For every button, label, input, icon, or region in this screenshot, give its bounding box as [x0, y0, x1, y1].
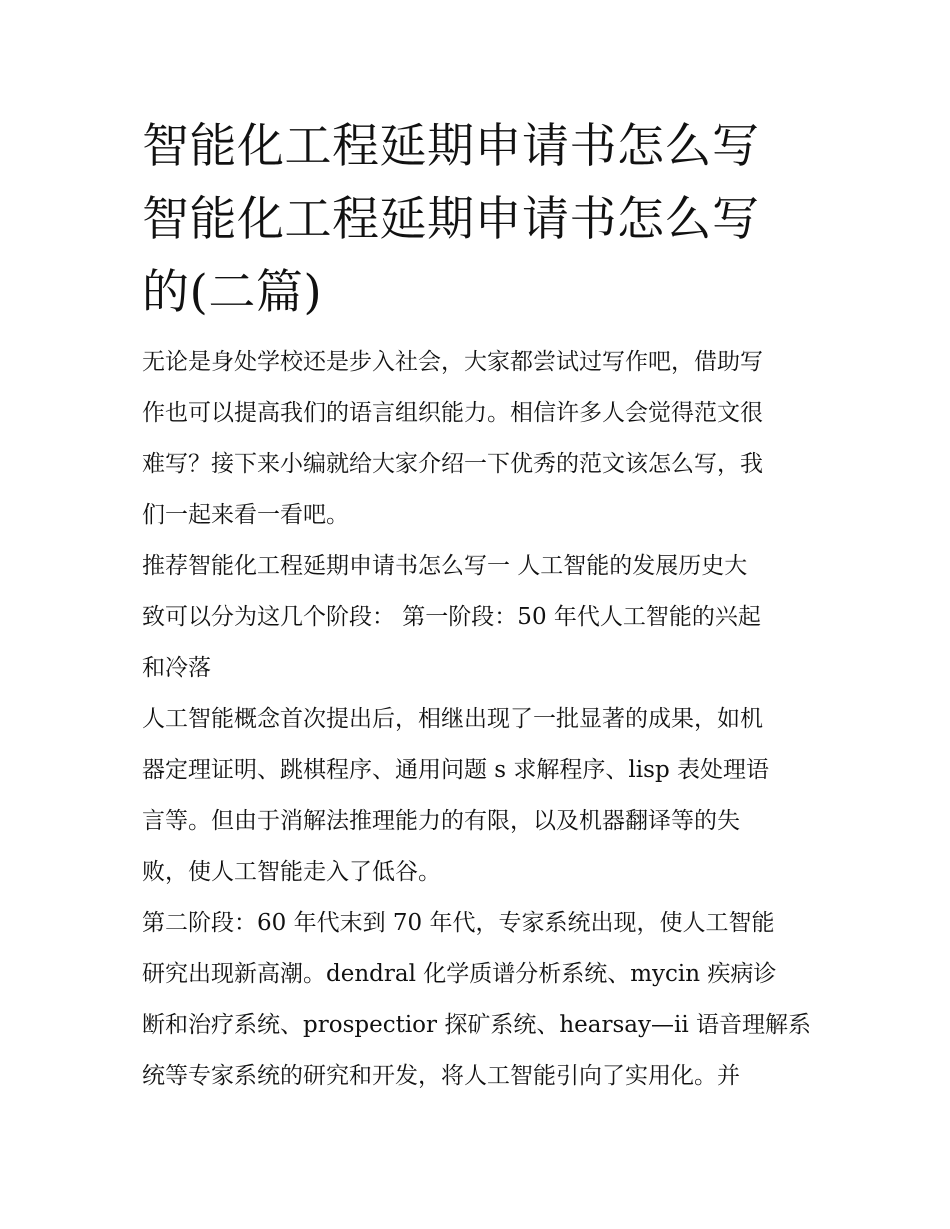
text-line: 推荐智能化工程延期申请书怎么写一 人工智能的发展历史大 [142, 553, 748, 579]
text-line: 言等。但由于消解法推理能力的有限，以及机器翻译等的失 [142, 808, 740, 834]
text-line: 断和治疗系统、prospectior 探矿系统、hearsay—ii 语音理解系 [142, 1012, 811, 1038]
text-line: 败，使人工智能走入了低谷。 [142, 859, 441, 885]
text-line: 研究出现新高潮。dendral 化学质谱分析系统、mycin 疾病诊 [142, 961, 777, 987]
text-line: 难写？接下来小编就给大家介绍一下优秀的范文该怎么写，我 [142, 451, 763, 477]
text-line: 统等专家系统的研究和开发，将人工智能引向了实用化。并 [142, 1063, 740, 1089]
text-line: 第二阶段：60 年代末到 70 年代，专家系统出现，使人工智能 [142, 910, 775, 936]
stage-two-paragraph [142, 898, 814, 1102]
title-line: 智能化工程延期申请书怎么写 [142, 119, 760, 174]
title-line: 的(二篇) [142, 265, 323, 320]
text-line: 作也可以提高我们的语言组织能力。相信许多人会觉得范文很 [142, 400, 763, 426]
title-line: 智能化工程延期申请书怎么写 [142, 192, 760, 247]
history-intro-paragraph [142, 541, 814, 694]
text-line: 无论是身处学校还是步入社会，大家都尝试过写作吧，借助写 [142, 349, 763, 375]
text-line: 致可以分为这几个阶段： 第一阶段：50 年代人工智能的兴起 [142, 604, 761, 630]
text-line: 人工智能概念首次提出后，相继出现了一批显著的成果，如机 [142, 706, 763, 732]
document-title [142, 110, 814, 329]
text-line: 器定理证明、跳棋程序、通用问题 s 求解程序、lisp 表处理语 [142, 757, 769, 783]
text-line: 和冷落 [142, 655, 211, 681]
text-line: 们一起来看一看吧。 [142, 502, 349, 528]
document-body [142, 110, 814, 1102]
stage-one-paragraph [142, 694, 814, 898]
intro-paragraph [142, 337, 814, 541]
